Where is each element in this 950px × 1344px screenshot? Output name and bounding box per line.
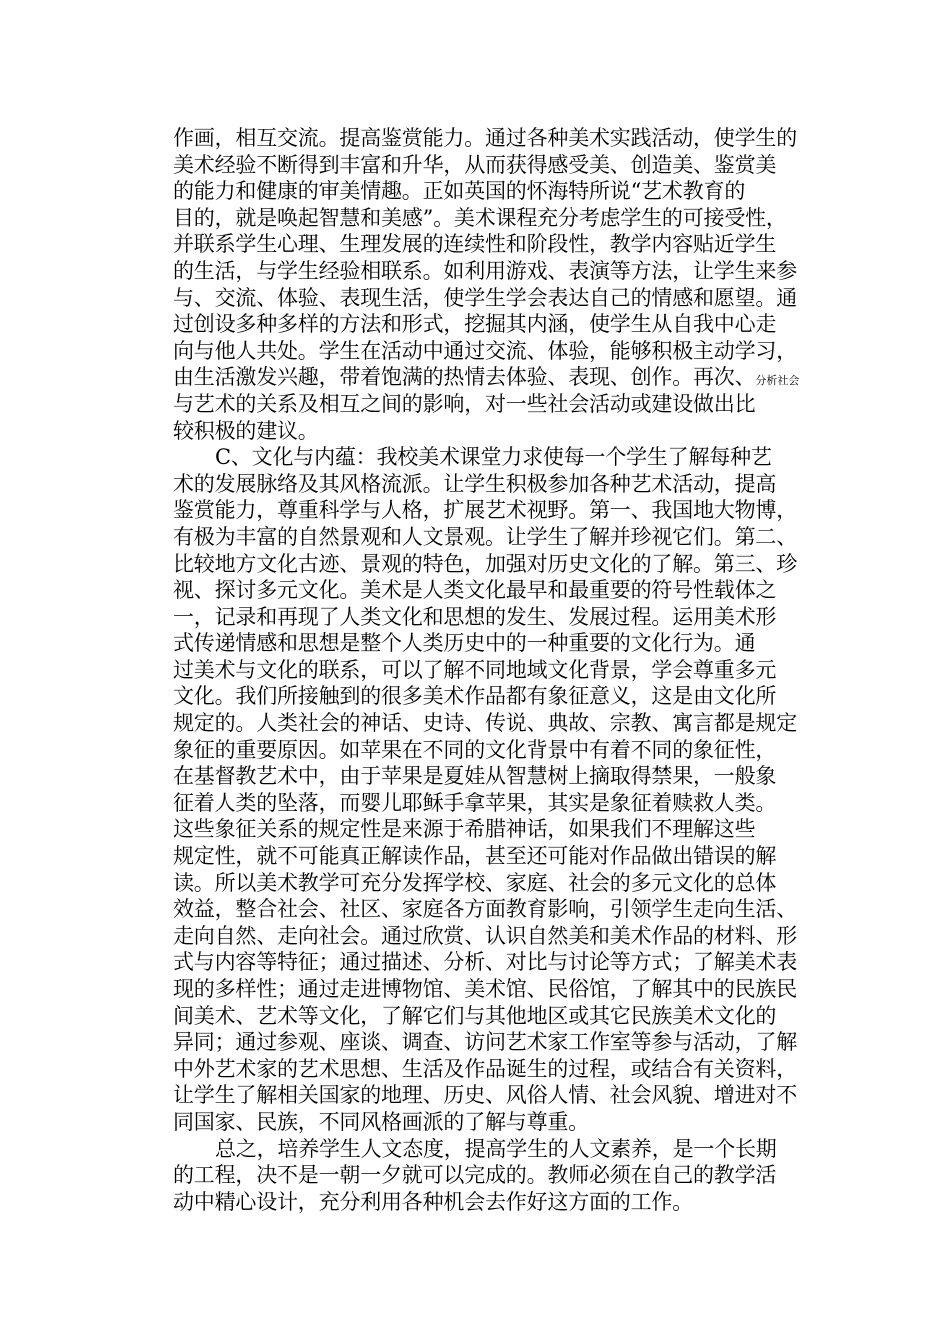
text-line: 过创设多种多样的方法和形式，挖掘其内涵，使学生从自我中心走 [173, 312, 777, 337]
text-line: 效益，整合社会、社区、家庭各方面教育影响，引领学生走向生活、 [173, 897, 797, 922]
text-line: 的生活，与学生经验相联系。如利用游戏、表演等方法，让学生来参 [173, 258, 797, 283]
text-line: 与、交流、体验、表现生活，使学生学会表达自己的情感和愿望。通 [173, 285, 797, 310]
text-line: 征着人类的坠落，而婴儿耶稣手拿苹果，其实是象征着赎救人类。 [173, 790, 777, 815]
text-line: 让学生了解相关国家的地理、历史、风俗人情、社会风貌、增进对不 [173, 1083, 797, 1108]
text-line: 象征的重要原因。如苹果在不同的文化背景中有着不同的象征性， [173, 737, 777, 762]
text-line: 这些象征关系的规定性是来源于希腊神话，如果我们不理解这些 [173, 817, 756, 842]
text-line: 过美术与文化的联系，可以了解不同地域文化背景，学会尊重多元 [173, 657, 777, 682]
text-line: 走向自然、走向社会。通过欣赏、认识自然美和美术作品的材料、形 [173, 923, 797, 948]
paragraph-start: C、文化与内蕴：我校美术课堂力求使每一个学生了解每种艺 [215, 445, 772, 470]
text-line: 向与他人共处。学生在活动中通过交流、体验，能够积极主动学习， [173, 338, 797, 363]
text-line: 读。所以美术教学可充分发挥学校、家庭、社会的多元文化的总体 [173, 870, 777, 895]
text-line: 的能力和健康的审美情趣。正如英国的怀海特所说“艺术教育的 [173, 179, 746, 204]
text-line: 现的多样性；通过走进博物馆、美术馆、民俗馆，了解其中的民族民 [173, 977, 797, 1001]
text-line: 规定性，就不可能真正解读作品，甚至还可能对作品做出错误的解 [173, 844, 777, 869]
text-line-main: 由生活激发兴趣，带着饱满的热情去体验、表现、创作。再次、 [173, 365, 756, 390]
text-line: 比较地方文化古迹、景观的特色，加强对历史文化的了解。第三、珍 [173, 551, 797, 576]
small-note: 分析社会 [755, 374, 800, 388]
text-line: 目的，就是唤起智慧和美感”。美术课程充分考虑学生的可接受性， [173, 205, 787, 230]
text-line: 式传递情感和思想是整个人类历史中的一种重要的文化行为。通 [173, 631, 756, 656]
text-line: 与艺术的关系及相互之间的影响，对一些社会活动或建设做出比 [173, 391, 756, 416]
text-line: 异同；通过参观、座谈、调查、访问艺术家工作室等参与活动，了解 [173, 1030, 797, 1055]
text-line: 中外艺术家的艺术思想、生活及作品诞生的过程，或结合有关资料， [173, 1056, 797, 1081]
text-line: 同国家、民族，不同风格画派的了解与尊重。 [173, 1109, 589, 1134]
text-line: 在基督教艺术中，由于苹果是夏娃从智慧树上摘取得禁果，一般象 [173, 764, 777, 789]
text-line [173, 364, 813, 391]
text-line: 规定的。人类社会的神话、史诗、传说、典故、宗教、寓言都是规定 [173, 711, 797, 736]
text-line: 式与内容等特征；通过描述、分析、对比与讨论等方式；了解美术表 [173, 950, 797, 975]
text-line: 一，记录和再现了人类文化和思想的发生、发展过程。运用美术形 [173, 604, 777, 629]
text-line: 鉴赏能力，尊重科学与人格，扩展艺术视野。第一、我国地大物博， [173, 498, 797, 523]
text-line: 有极为丰富的自然景观和人文景观。让学生了解并珍视它们。第二、 [173, 524, 797, 549]
paragraph-start: 总之，培养学生人文态度，提高学生的人文素养，是一个长期 [215, 1136, 777, 1161]
text-line: 术的发展脉络及其风格流派。让学生积极参加各种艺术活动，提高 [173, 471, 777, 496]
text-line: 视、探讨多元文化。美术是人类文化最早和最重要的符号性载体之 [173, 578, 777, 603]
text-line: 的工程，决不是一朝一夕就可以完成的。教师必须在自己的教学活 [173, 1163, 777, 1188]
text-line: 并联系学生心理、生理发展的连续性和阶段性，教学内容贴近学生 [173, 232, 777, 257]
text-line: 美术经验不断得到丰富和升华，从而获得感受美、创造美、鉴赏美 [173, 152, 777, 177]
text-line: 动中精心设计，充分利用各种机会去作好这方面的工作。 [173, 1189, 693, 1214]
text-line: 间美术、艺术等文化，了解它们与其他地区或其它民族美术文化的 [173, 1003, 777, 1028]
text-line: 作画，相互交流。提高鉴赏能力。通过各种美术实践活动，使学生的 [173, 126, 797, 150]
text-line: 文化。我们所接触到的很多美术作品都有象征意义，这是由文化所 [173, 684, 777, 709]
text-line: 较积极的建议。 [173, 418, 319, 443]
body-text [173, 125, 813, 1215]
